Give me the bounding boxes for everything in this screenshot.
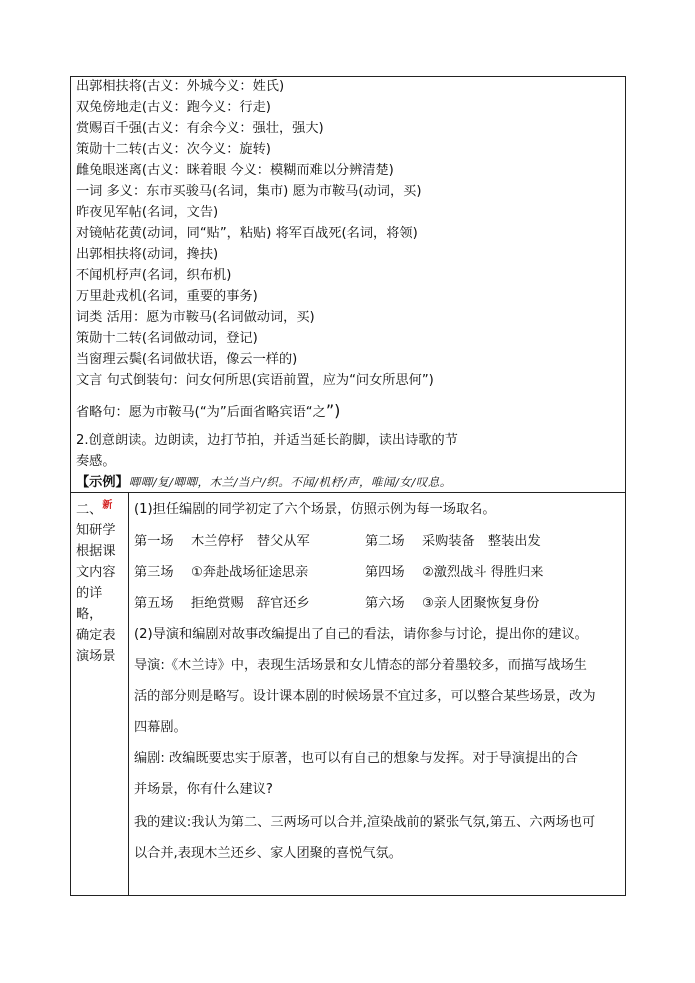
section-label-line: 确定表: [76, 628, 116, 644]
text-line: 万里赴戎机(名词，重要的事务): [76, 289, 258, 304]
text-line: 昨夜见军帖(名词，文告): [76, 205, 219, 220]
text-line: 当窗理云鬓(名词做状语，像云一样的): [76, 352, 298, 367]
scene-4: 第四场 ②激烈战斗 得胜归来: [365, 565, 544, 580]
example-line: [76, 473, 452, 492]
text-line: 赏赐百千强(古义：有余今义：强壮，强大): [76, 121, 324, 136]
section-label-line: 知研学: [76, 523, 116, 539]
section-label: [76, 495, 128, 667]
text-line: 词类 活用：愿为市鞍马(名词做动词，买): [76, 310, 315, 325]
reading-line: 2.创意朗读。边朗读，边打节拍，并适当延长韵脚，读出诗歌的节: [76, 433, 458, 448]
suggestion-text: 我的建议:我认为第二、三两场可以合并,渲染战前的紧张气氛,第五、六两场也可: [134, 815, 596, 830]
section-label-line: 的详略，: [76, 586, 103, 623]
section-label-line: 文内容: [76, 565, 116, 581]
example-text: 唧唧/复/唧唧，木兰/当户/织。不闻/机杼/声，唯闻/女/叹息。: [128, 475, 452, 489]
row-divider: [71, 492, 625, 493]
text-line: 出郭相扶将(古义：外城今义：姓氏): [76, 79, 285, 94]
omission-tail: ”): [325, 401, 341, 420]
scene-5: 第五场 拒绝赏赐 辞官还乡: [134, 596, 310, 611]
text-line: 策勋十二转(名词做动词，登记): [76, 331, 258, 346]
section-label-line: 根据课: [76, 544, 116, 560]
text-line: 一词 多义：东市买骏马(名词，集市) 愿为市鞍马(动词，买): [76, 184, 422, 199]
text-line: 策勋十二转(古义：次今义：旋转): [76, 142, 271, 157]
new-mark: 新: [102, 500, 113, 511]
text-line: 不闻机杼声(名词，织布机): [76, 268, 232, 283]
section-label-first-line: 二、$^新$: [76, 500, 113, 518]
scene-3: 第三场 ①奔赴战场征途思亲: [134, 565, 309, 580]
column-divider: [128, 492, 129, 895]
omission-text: 省略句：愿为市鞍马(“为”后面省略宾语“之: [76, 405, 326, 420]
example-label: 【示例】: [76, 475, 129, 490]
text-line: 雌兔眼迷离(古义：眯着眼 今义：模糊而难以分辨清楚): [76, 163, 394, 178]
text-line: 出郭相扶将(动词，搀扶): [76, 247, 219, 262]
discussion-text: (2)导演和编剧对故事改编提出了自己的看法，请你参与讨论，提出你的建议。: [134, 627, 588, 642]
scene-1: 第一场 木兰停杼 替父从军: [134, 534, 310, 549]
document-table: [70, 76, 626, 896]
intro-text: (1)担任编剧的同学初定了六个场景，仿照示例为每一场取名。: [134, 502, 496, 517]
scene-6: 第六场 ③亲人团聚恢复身份: [365, 596, 540, 611]
writer-text: 编剧: 改编既要忠实于原著，也可以有自己的想象与发挥。对于导演提出的合: [134, 751, 578, 766]
writer-text: 并场景，你有什么建议?: [134, 782, 273, 797]
director-text: 导演:《木兰诗》中，表现生活场景和女儿情态的部分着墨较多，而描写战场生: [134, 658, 587, 673]
text-line: 双兔傍地走(古义：跑今义：行走): [76, 100, 271, 115]
director-text: 四幕剧。: [134, 720, 187, 735]
reading-line: 奏感。: [76, 454, 116, 469]
text-line: 对镜帖花黄(动词，同“贴”，粘贴) 将军百战死(名词，将领): [76, 226, 418, 241]
scene-2: 第二场 采购装备 整装出发: [365, 534, 541, 549]
section-label-line: 演场景: [76, 649, 116, 665]
suggestion-text: 以合并,表现木兰还乡、家人团聚的喜悦气氛。: [134, 846, 402, 861]
omission-line: [76, 402, 340, 422]
director-text: 活的部分则是略写。设计课本剧的时候场景不宜过多，可以整合某些场景，改为: [134, 689, 596, 704]
text-line: 文言 句式倒装句：问女何所思(宾语前置，应为“问女所思何”): [76, 373, 434, 388]
